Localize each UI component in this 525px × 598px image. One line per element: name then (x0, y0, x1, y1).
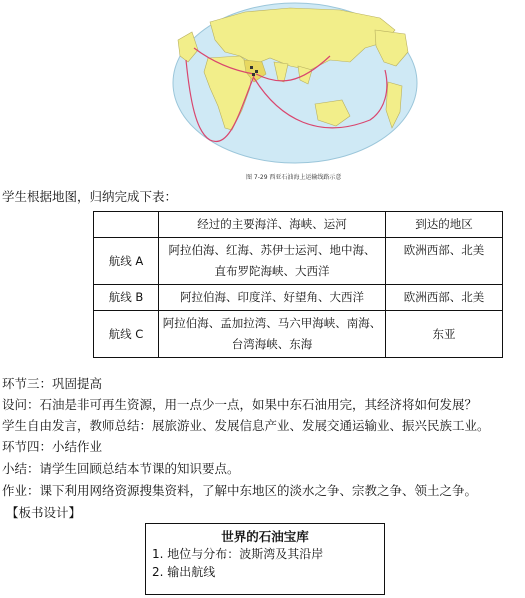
world-map-figure (170, 0, 420, 170)
board-item: 1. 地位与分布：波斯湾及其沿岸 (152, 547, 324, 561)
intro-text: 学生根据地图，归纳完成下表： (2, 189, 178, 204)
summary-text: 小结：请学生回顾总结本节课的知识要点。 (2, 461, 240, 476)
table-header-row (94, 212, 503, 238)
route-name-cell: 航线 A (94, 238, 159, 285)
table-row (94, 311, 503, 358)
oil-field-marker (252, 73, 255, 76)
route-name-cell: 航线 C (94, 311, 159, 358)
table-header-cell: 经过的主要海洋、海峡、运河 (159, 212, 386, 238)
board-item: 2. 输出航线 (152, 565, 216, 579)
board-design-box (145, 523, 385, 595)
table-header-cell (94, 212, 159, 238)
route-destination-cell: 欧洲西部、北美 (386, 285, 503, 311)
routes-table (93, 211, 503, 358)
question-text: 设问：石油是非可再生资源，用一点少一点，如果中东石油用完，其经济将如何发展？ (2, 397, 478, 412)
board-title: 世界的石油宝库 (221, 529, 309, 544)
board-design-label: 【板书设计】 (6, 505, 82, 520)
route-name-cell: 航线 B (94, 285, 159, 311)
section-three-heading: 环节三：巩固提高 (2, 376, 103, 391)
table-row (94, 285, 503, 311)
map-caption: 图 7-29 西亚石油海上运输线路示意 (246, 174, 342, 181)
route-destination-cell: 东亚 (386, 311, 503, 358)
table-header-cell: 到达的地区 (386, 212, 503, 238)
route-path-cell (159, 238, 386, 285)
oil-field-marker (255, 70, 258, 73)
route-path-cell (159, 285, 386, 311)
homework-text: 作业：课下利用网络资源搜集资料，了解中东地区的淡水之争、宗教之争、领土之争。 (2, 483, 478, 498)
table-row (94, 238, 503, 285)
oil-field-marker (250, 66, 253, 69)
section-four-heading: 环节四：小结作业 (2, 439, 103, 454)
route-destination-cell: 欧洲西部、北美 (386, 238, 503, 285)
route-path-line: 直布罗陀海峡、大西洋 (214, 264, 330, 278)
route-path-line: 阿拉伯海、孟加拉湾、马六甲海峡、南海、 (162, 316, 382, 330)
world-map (170, 0, 420, 170)
discussion-text: 学生自由发言，教师总结：展旅游业、发展信息产业、发展交通运输业、振兴民族工业。 (2, 418, 490, 433)
route-path-line: 阿拉伯海、红海、苏伊士运河、地中海、 (168, 243, 376, 257)
route-path-line: 台湾海峡、东海 (231, 337, 313, 351)
route-path-line: 阿拉伯海、印度洋、好望角、大西洋 (180, 290, 364, 304)
route-path-cell (159, 311, 386, 358)
